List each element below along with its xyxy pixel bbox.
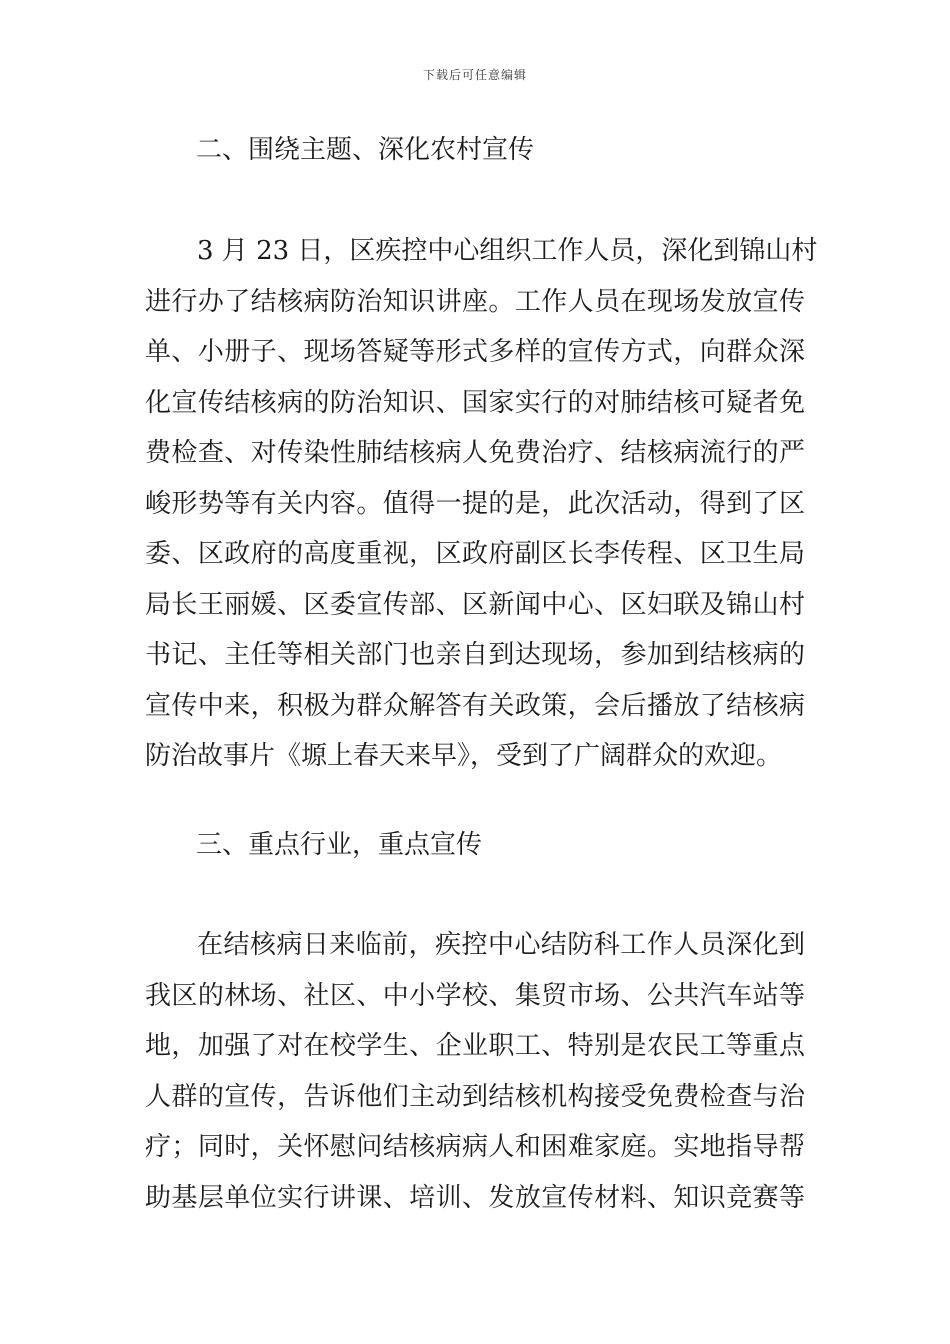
paragraph-line: 疗；同时，关怀慰问结核病病人和困难家庭。实地指导帮 [145, 1132, 805, 1162]
paragraph-line: 助基层单位实行讲课、培训、发放宣传材料、知识竞赛等 [145, 1182, 805, 1213]
paragraph-line: 人群的宣传，告诉他们主动到结核机构接受免费检查与治 [145, 1081, 805, 1112]
paragraph-line: 地，加强了对在校学生、企业职工、特别是农民工等重点 [145, 1031, 805, 1061]
paragraph-line: 单、小册子、现场答疑等形式多样的宣传方式，向群众深 [145, 337, 805, 367]
paragraph-line: 局长王丽媛、区委宣传部、区新闻中心、区妇联及锦山村 [145, 589, 805, 620]
paragraph-line: 委、区政府的高度重视，区政府副区长李传程、区卫生局 [145, 539, 805, 569]
paragraph-line: 我区的林场、社区、中小学校、集贸市场、公共汽车站等 [145, 980, 805, 1011]
section-3-paragraph [145, 920, 805, 1223]
section-3-heading: 三、重点行业，重点宣传 [196, 830, 483, 860]
paragraph-line: 进行办了结核病防治知识讲座。工作人员在现场发放宣传 [145, 286, 805, 317]
section-2-paragraph [145, 226, 818, 782]
paragraph-line: 费检查、对传染性肺结核病人免费治疗、结核病流行的严 [145, 438, 805, 468]
paragraph-line: 峻形势等有关内容。值得一提的是，此次活动，得到了区 [145, 488, 805, 519]
header-note: 下载后可任意编辑 [422, 68, 527, 82]
section-2-heading: 二、围绕主题、深化农村宣传 [196, 135, 535, 165]
paragraph-line: 化宣传结核病的防治知识、国家实行的对肺结核可疑者免 [145, 387, 805, 418]
paragraph-line: 3 月 23 日，区疾控中心组织工作人员，深化到锦山村 [197, 236, 818, 266]
paragraph-line: 宣传中来，积极为群众解答有关政策，会后播放了结核病 [145, 690, 805, 721]
paragraph-line: 防治故事片《塬上春天来早》，受到了广阔群众的欢迎。 [145, 741, 783, 771]
paragraph-line: 在结核病日来临前，疾控中心结防科工作人员深化到 [197, 930, 805, 960]
paragraph-line: 书记、主任等相关部门也亲自到达现场，参加到结核病的 [145, 640, 805, 670]
